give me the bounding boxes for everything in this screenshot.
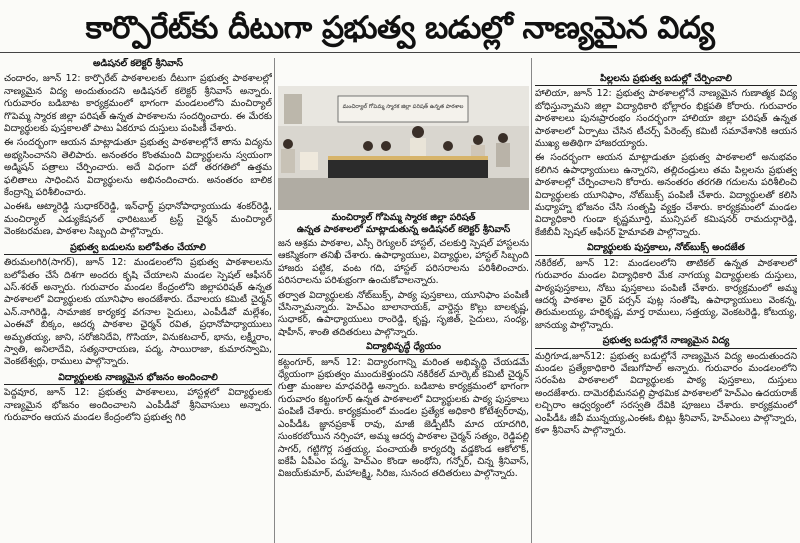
column-divider bbox=[531, 58, 532, 543]
subheading: ప్రభుత్వ బడుల్లోనే నాణ్యమైన విద్య bbox=[535, 335, 797, 348]
paragraph: తిరుమలగిరి(సాగర్), జూన్ 12: మండలంలోని ప్రభుత్వ పాఠశాలలను బలోపేతం చేసే దిశగా అందరు కృషి చేయాలని మండల స్పెషల్ ఆఫీసర్ ఎస్.శరత్ అన్నారు. గురువారం మండల కేంద్రంలోని జిల్లాపరిషత్ ఉన్నత పాఠశాలలో విద్యార్థులకు యూనిఫాం అందజేశారు. దేవాలయ కమిటీ చైర్మన్ ఎన్.నాగిరెడ్డి, సామాజిక కార్యకర్త వగనాల సైదులు, ఎంపీడీవో మల్లేశం, ఎంఈవో బిక్కం, ఆదర్శ పాఠశాల ఛైర్మన్ రవిత, ప్రధానోపాధ్యాయులు అమృతయ్య, జాని, సరోజినిదేవి, గొసియా, వినుకటచార్, భాను, లక్ష్మీరాం, స్వాతి, అనిలాదేవి, సత్యనారాయణ, పద్మ, సాయిరాజా, కుమారస్వామి, వెంకటేశ్వర్లు, రాములు పాల్గొన్నారు. bbox=[4, 257, 272, 368]
subheading: పిల్లలను ప్రభుత్వ బడుల్లో చేర్పించాలి bbox=[535, 73, 797, 86]
paragraph: మర్రిగూడ,జూన్12: ప్రభుత్వ బడుల్లోనే నాణ్యమైన విద్య అందుతుందని మండల ప్రత్యేకాధికారి వేణుగోపాల్ అన్నారు. గురువారం మండలంలోని సరంపేట పాఠశాలలో విద్యార్థులకు పాఠ్య పుస్తకాలు, దుస్తులు అందజేశారు. దామెరభీమనపల్లి ప్రాథమిక పాఠశాలలో హెచ్ఎం ఉదయరాజ్ లచ్చిరాం ఆధ్వర్యంలో సరస్వతి దేవికి పూజలు చేశారు. కార్యక్రమంలో ఎంపీడీఓ జీవీ మున్నయ్య,ఎంఈఓ బిట్లు శ్రీనివాస్, హెచ్ఎంలు పాల్గొన్నారు, కళా శ్రీనివాస్ పాల్గొన్నారు. bbox=[535, 350, 797, 436]
subheading: విద్యార్థులకు పుస్తకాలు, నోట్‌బుక్స్ అందజేత bbox=[535, 242, 797, 255]
column-divider bbox=[274, 58, 275, 543]
paragraph: కట్టంగూర్, జూన్ 12: విద్యారంగాన్ని మరింత అభివృద్ధి చేయడమే ధ్యేయంగా ప్రభుత్వం ముందుకెళ్తుందని నకిరేకల్ మార్కెట్ కమిటీ చైర్మన్ గుత్తా మంజుల మాధవరెడ్డి అన్నారు. బడిబాట కార్యక్రమంలో భాగంగా గురువారం కట్టంగూర్ ఉన్నత పాఠశాలలో విద్యార్థులకు పాఠ్య పుస్తకాలు పంపిణీ చేశారు. కార్యక్రమంలో మండల ప్రత్యేక అధికారి కోటేశ్వర్‌రావు, ఎంపీడీఓ జ్ఞానప్రకాశ్ రావు, మాజీ జెడ్పీటీసీ మాద యాదగిరి, సుంకరబోయిన నర్సింహా, అమ్మ ఆదర్శ పాఠశాల చైర్మన్ సత్యం, రెడ్డిపల్లి సాగర్, గట్టిగొర్ల సత్తయ్య, పంచాయతీ కార్యదర్శి వడ్డకొండ ఆకోలొక్, ఐకేపీ ఏపీఎం పద్మ, హెచ్ఎం కొండా అంథోని, గన్నోర్, చిన్న శ్రీనివాస్, విజయ్‌కుమార్, మహాలక్ష్మి, సిరిజ, సునంద తదితరులు పాల్గొన్నారు. bbox=[278, 356, 529, 480]
photo-caption bbox=[278, 212, 529, 235]
photo-banner-text: మంచిర్యాల్ గోపెమ్మ స్మారక జిల్లా పరిషత్ ఉన్నత పాఠశాల bbox=[342, 104, 464, 110]
paragraph: ఎంఈఓ ఆట్మారెడ్డి సుధాకర్‌రెడ్డి, ఇన్‌ఛార్జ్ ప్రధానోపాధ్యాయుడు శంకర్‌రెడ్డి, మంచిర్యాల్ ఎడ్యుకేషనల్ ఛారిటబుల్ ట్రస్ట్ చైర్మన్ మంచిర్యాల్ వెంకటరమణ, పాఠశాల సిబ్బంది పాల్గొన్నారు. bbox=[4, 201, 272, 238]
subheading: విద్యార్థులకు నాణ్యమైన భోజనం అందించాలి bbox=[4, 372, 272, 385]
byline: అడిషనల్ కలెక్టర్ శ్రీనివాస్ bbox=[93, 58, 183, 69]
paragraph: జన ఆశ్రమ పాఠశాల, ఎస్సీ రెగ్యులర్ హాస్టల్, చలకుర్తి స్పెషల్ హాస్టలను ఆకస్మికంగా తనిఖీ చేశారు. ఉపాధ్యాయుల, విద్యార్థుల, హాస్టల్ సిబ్బంది హాజరు పట్టిక, వంట గది, హాస్టల్ పరిసరాలను పరిశీలించారు. పరిసరాలను పరిశుభ్రంగా ఉంచుకోవాలన్నారు. bbox=[278, 238, 529, 287]
paragraph: హాలియా, జూన్ 12: ప్రభుత్వ పాఠశాలల్లోనే నాణ్యమైన గుణాత్మక విద్య బోధిస్తున్నామని జిల్లా విద్యాధికారి భోల్లారం భిక్షపతి కోరారు. గురువారం పాఠశాలలు పునఃప్రారంభం సందర్భంగా హాలియా జిల్లా పరిషత్ ఉన్నత పాఠశాలలో ఏర్పాటు చేసిన టీచర్స్ పేరెంట్స్ కమిటీ సమావేశానికి ఆయన ముఖ్య అతిథిగా హాజరయ్యారు. bbox=[535, 88, 797, 150]
article-column-3 bbox=[535, 70, 797, 543]
article-column-2 bbox=[278, 238, 529, 543]
paragraph: పెద్దవూర, జూన్ 12: ప్రభుత్వ పాఠశాలలు, హాస్టళ్లలో విద్యార్థులకు నాణ్యమైన భోజనం అందించాలని ఎంపీడీవో శ్రీనివాసులు అన్నారు. గురువారం ఆయన మండల కేంద్రంలోని ప్రభుత్వ గిరి bbox=[4, 387, 272, 423]
article-column-1 bbox=[4, 58, 272, 543]
subheading: విద్యాభివృద్ధే ధ్యేయం bbox=[278, 341, 529, 354]
paragraph: చందారం, జూన్ 12: కార్పొరేట్ పాఠశాలలకు దీటుగా ప్రభుత్వ పాఠశాలల్లో నాణ్యమైన విద్య అందుతుందని అడిషనల్ కలెక్టర్ శ్రీనివాస్ అన్నారు. గురువారం బడిబాట కార్యక్రమంలో భాగంగా మండలంలోని మంచిర్యాల్ గొపెమ్మ స్మారక జిల్లా పరిషత్ ఉన్నత పాఠశాలను సందర్శించారు. ఈ మేరకు విద్యార్థులకు పుస్తకాలతో పాటు ఏకరూప దుస్తులు పంపిణీ చేశారు. bbox=[4, 73, 272, 135]
paragraph: తర్వాత విద్యార్థులకు నోట్‌బుక్స్, పాఠ్య పుస్తకాలు, యూనిఫాం పంపిణీ చేసిన్నామన్నారు. హెచ్ఎం బాలానాయక్, వార్డెన్లు కొల్లు బాలకృష్ణ, సుధాకర్, ఉపాధ్యాయులు రాంరెడ్డి, కృష్ణ, సృజిత్, సైదులు, సంధ్య, షాహీన్, శాంతి తదితరులు పాల్గొన్నారు. bbox=[278, 289, 529, 338]
news-photo bbox=[278, 86, 529, 210]
headline-rule bbox=[0, 52, 800, 53]
caption-line: ఉన్నత పాఠశాలలో మాట్లాడుతున్న అడిషనల్ కలెక్టర్ శ్రీనివాస్ bbox=[296, 223, 511, 235]
subheading: ప్రభుత్వ బడులను బలోపేతం చేయాలి bbox=[4, 242, 272, 255]
headline: కార్పొరేట్‌కు దీటుగా ప్రభుత్వ బడుల్లో నాణ్యమైన విద్య bbox=[85, 10, 715, 46]
paragraph: నకిరేకల్, జూన్ 12: మండలంలోని తాటికల్ ఉన్నత పాఠశాలలో గురువారం మండల విద్యాధికారి మేక నాగయ్య విద్యార్థులకు దుస్తులు, పాఠ్యపుస్తకాలు, నోటు పుస్తకాలు పంపిణీ చేశారు. కార్యక్రమంలో అమ్మ ఆదర్శ పాఠశాల ఛైర్ పర్సన్ పుట్ల సంతోషి, ఉపాధ్యాయులు వెంకన్న, తిరుమలయ్య, హరికృష్ణ, మార్త రాములు, సత్తయ్య, వెంకటరెడ్డి, కోటయ్య, జానయ్య పాల్గొన్నారు. bbox=[535, 257, 797, 331]
caption-line: మంచిర్యాల్ గోపెమ్మ స్మారక జిల్లా పరిషత్ bbox=[331, 212, 476, 223]
paragraph: ఈ సందర్భంగా ఆయన మాట్లాడుతూ ప్రభుత్వ పాఠశాలలో అనుభవం కలిగిన ఉపాధ్యాయులు ఉన్నారని, తల్లిదండ్రులు తమ పిల్లలను ప్రభుత్వ పాఠశాలల్లో చేర్పించాలని కోరారు. అనంతరం తరగతి గదులను పరిశీలించి విద్యార్థులకు యూనిఫాం, నోట్‌బుక్స్ పంపిణీ చేశారు. విద్యార్థులతో కలిసి మధ్యాహ్న భోజనం చేసి సంతృప్తి వ్యక్తం చేశారు. కార్యక్రమంలో మండల విద్యాధికారి గుండా కృష్ణమూర్తి, మున్సిపల్ కమిషనర్ రామదుర్గారెడ్డి, కేజీబీవీ స్పెషల్ ఆఫీసర్ హైమావతి పాల్గొన్నారు. bbox=[535, 152, 797, 238]
paragraph: ఈ సందర్భంగా ఆయన మాట్లాడుతూ ప్రభుత్వ పాఠశాలల్లోనే తాను విద్యను అభ్యసించానని తెలిపారు. అనంతరం కొంతమంది విద్యార్థులను స్వయంగా అడ్మిషన్ పత్రాలు చేర్పించారు. అదే విధంగా పదో తరగతిలో ఉత్తమ ఫలితాలు సాధించిన విద్యార్థులను అభినందించారు. అనంతరం బాలిక కేంద్రాన్ని పరిశీలించారు. bbox=[4, 137, 272, 199]
event-photo-illustration bbox=[278, 86, 529, 210]
